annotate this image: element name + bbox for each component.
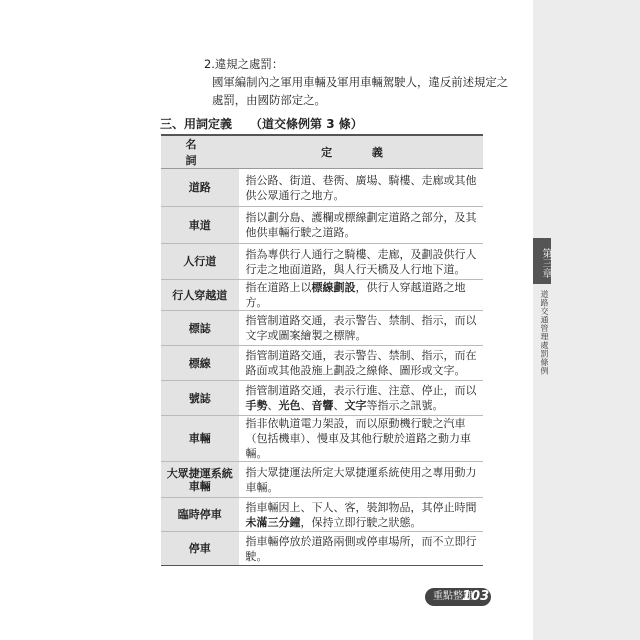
definition-cell: 指以劃分島、護欄或標線劃定道路之部分，及其他供車輛行駛之道路。 [239, 207, 483, 244]
definition-cell: 指在道路上以標線劃設，供行人穿越道路之地方。 [239, 280, 483, 311]
definition-cell: 指管制道路交通，表示警告、禁制、指示，而在路面或其他設施上劃設之線條、圖形或文字。 [239, 346, 483, 381]
definition-cell: 指管制道路交通，表示警告、禁制、指示，而以文字或圖案繪製之標牌。 [239, 311, 483, 346]
table-row [161, 498, 483, 532]
table-row [161, 280, 483, 311]
term-cell: 人行道 [161, 244, 239, 280]
section-title: 三、用詞定義 [160, 117, 233, 131]
table-row [161, 207, 483, 244]
table-row [161, 311, 483, 346]
section-heading [160, 115, 363, 132]
chapter-subtitle: 道路交通管理處罰條例 [540, 290, 549, 375]
table-row [161, 462, 483, 498]
item-title: 2.違規之處罰： [204, 57, 284, 71]
definition-cell: 指公路、街道、巷衖、廣場、騎樓、走廊或其他供公眾通行之地方。 [239, 169, 483, 207]
chapter-tab: 第三章 [533, 238, 551, 284]
page-number: 103 [462, 589, 490, 604]
definition-cell: 指為專供行人通行之騎樓、走廊，及劃設供行人行走之地面道路，與人行天橋及人行地下道。 [239, 244, 483, 280]
definition-cell: 指管制道路交通，表示行進、注意、停止，而以手勢、光色、音響、文字等指示之訊號。 [239, 381, 483, 416]
term-cell: 停車 [161, 532, 239, 566]
definition-cell: 指大眾捷運法所定大眾捷運系統使用之專用動力車輛。 [239, 462, 483, 498]
definition-cell: 指車輛因上、下人、客，裝卸物品，其停止時間未滿三分鐘，保持立即行駛之狀態。 [239, 498, 483, 532]
term-cell: 行人穿越道 [161, 280, 239, 311]
definitions-table [161, 134, 483, 566]
table-row [161, 169, 483, 207]
item-body-line-2: 處罰，由國防部定之。 [212, 93, 326, 107]
section-note: （道交條例第 3 條） [250, 117, 363, 131]
term-cell: 臨時停車 [161, 498, 239, 532]
header-term: 名 詞 [161, 135, 239, 169]
table-header-row [161, 135, 483, 169]
term-cell: 道路 [161, 169, 239, 207]
table-row [161, 416, 483, 462]
definition-cell: 指非依軌道電力架設，而以原動機行駛之汽車（包括機車）、慢車及其他行駛於道路之動力車輛。 [239, 416, 483, 462]
definition-cell: 指車輛停放於道路兩側或停車場所，而不立即行駛。 [239, 532, 483, 566]
term-cell: 車輛 [161, 416, 239, 462]
table-row [161, 244, 483, 280]
term-cell: 標誌 [161, 311, 239, 346]
footer-section-tag: 重點整理 [425, 588, 491, 606]
table-row [161, 532, 483, 566]
item-body-line-1: 國軍編制內之軍用車輛及軍用車輛駕駛人，違反前述規定之 [212, 75, 509, 89]
table-row [161, 381, 483, 416]
header-definition: 定 義 [239, 135, 483, 169]
table-row [161, 346, 483, 381]
term-cell: 大眾捷運系統 車輛 [161, 462, 239, 498]
term-cell: 車道 [161, 207, 239, 244]
term-cell: 標線 [161, 346, 239, 381]
term-cell: 號誌 [161, 381, 239, 416]
